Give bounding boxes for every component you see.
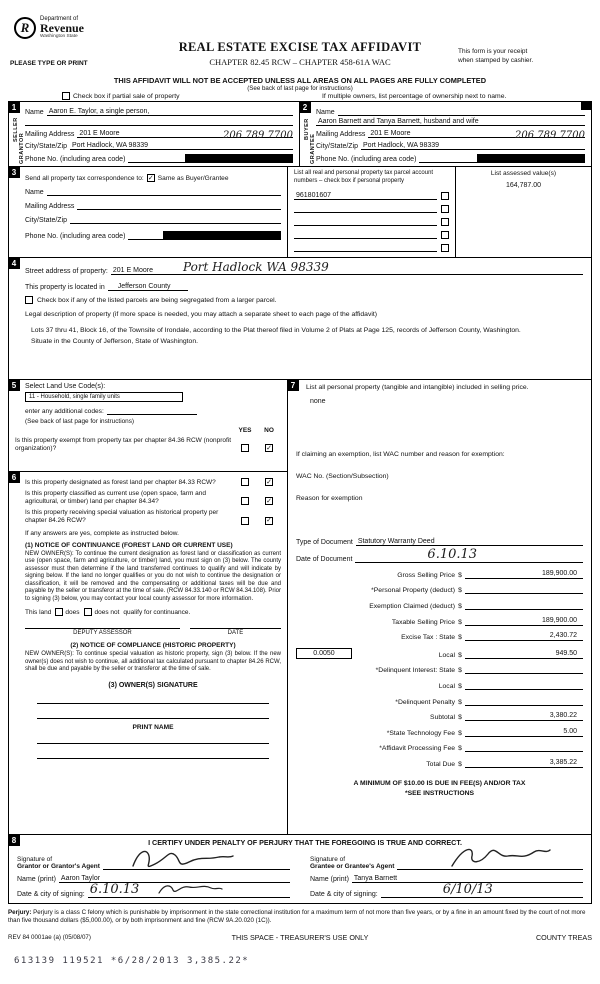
grantee-name-field[interactable]: Tanya Barnett [352,874,583,883]
seller-vertical-label: SELLER [13,117,19,142]
personal-property-label: List all personal property (tangible and intangible) included in selling price. [306,384,529,391]
s5-see-back-note: (See back of last page for instructions) [25,418,135,425]
owners-signature-title: (3) OWNER(S) SIGNATURE [108,681,198,689]
deputy-date-label: DATE [227,630,244,636]
deputy-assessor-label: DEPUTY ASSESSOR [73,630,132,636]
current-use-yes-checkbox[interactable] [241,497,249,505]
s3-mailing-field[interactable] [77,201,281,210]
doc-date-field[interactable] [355,547,583,563]
historic-yes-checkbox[interactable] [241,517,249,525]
minimum-fee-note: A MINIMUM OF $10.00 IS DUE IN FEE(S) AND/OR TAX [353,779,526,787]
buyer-mailing-label: Mailing Address [316,131,366,138]
s3-csz-field[interactable] [70,215,281,224]
parcel-field-1[interactable]: 961801607 [294,191,437,200]
grantee-signature-label1: Signature of [310,856,346,863]
grantor-signing-block [17,850,304,898]
buyer-name-field[interactable] [338,107,585,116]
partial-sale-checkbox[interactable] [62,92,70,100]
grantee-name-label: Name (print) [310,876,349,883]
please-type-note: PLEASE TYPE OR PRINT [10,60,88,67]
grantee-date-field[interactable] [381,882,583,898]
see-instructions-note: *SEE INSTRUCTIONS [404,789,475,797]
seller-buyer-section [8,101,592,167]
corner-redaction-box [581,101,592,110]
s3-name-field[interactable] [47,187,281,196]
exempt-no-checkbox[interactable]: ✓ [266,444,272,452]
seller-csz-field[interactable]: Port Hadlock, WA 98339 [70,141,293,150]
assessed-header: List assessed value(s) [490,170,557,177]
parcel-numbers-block [288,167,456,257]
exemption-label: If claiming an exemption, list WAC number and reason for exemption: [296,451,505,459]
cashier-stamp: 613139 119521 *6/28/2013 3,385.22* [14,956,250,966]
forest-yes-checkbox[interactable] [241,478,249,486]
subtotal-value[interactable]: 3,380.22 [465,712,583,721]
parcel-row [294,200,449,213]
s3-phone-label: Phone No. (including area code) [25,233,126,240]
land-use-title: Select Land Use Code(s): [25,383,106,390]
grantor-name-label: Name (print) [17,876,56,883]
property-location-section [8,257,592,380]
delinquent-interest-local-value[interactable] [465,681,583,690]
same-as-buyer-checkbox[interactable]: ✓ [147,174,154,182]
buyer-phone-label: Phone No. (including area code) [316,156,417,163]
send-correspondence-label: Send all property tax correspondence to: [25,175,144,182]
current-use-no-checkbox[interactable]: ✓ [266,497,272,505]
grantor-name-field[interactable]: Aaron Taylor [59,874,290,883]
forest-land-question: Is this property designated as forest land per chapter 84.33 RCW? [25,478,216,486]
deputy-date-line[interactable] [190,628,281,629]
street-address-field[interactable]: 201 E Moore Port Hadlock WA 98339 [111,260,583,275]
revenue-logo-icon: R [14,17,36,39]
form-chapter: CHAPTER 82.45 RCW – CHAPTER 458-61A WAC [209,57,391,67]
section-2-number: 2 [299,101,311,113]
notice-compliance-body: NEW OWNER(S): To continue special valuation as historic property, sign (3) below. If the new owner(s) does not wish to continue, all additional tax calculated pursuant to chapter 84.26 RCW, shall be due and payable by the seller or transferor at the time of sale. [25,651,281,672]
finance-row: Total Due $ 3,385.22 [296,759,583,768]
qualify-label: qualify for continuance. [123,608,191,616]
s3-phone-redaction [163,231,281,240]
finance-row: Gross Selling Price $ 189,900.00 [296,570,583,579]
logo-dept-text: Department of [40,16,79,22]
parcel-personal-checkbox-2[interactable] [441,205,449,213]
does-not-label: does not [94,608,120,616]
assessed-value-1[interactable]: 164,787.00 [505,182,542,189]
seller-name2-field[interactable] [25,117,293,126]
segregated-checkbox[interactable] [25,296,33,304]
print-name-line-2[interactable] [37,758,269,759]
notice-continuance-title: (1) NOTICE OF CONTINUANCE (FOREST LAND OR CURRENT USE) [25,541,233,549]
finance-row: Taxable Selling Price $ 189,900.00 [296,617,583,626]
finance-row: *Delinquent Penalty $ [296,697,583,706]
grantor-date-field[interactable] [88,881,290,898]
historic-question: Is this property receiving special valuation as historical property per chapter 84.26 RCW? [25,509,219,525]
section-3-number: 3 [8,166,20,178]
state-technology-fee-value[interactable]: 5.00 [465,728,583,737]
seller-phone-field[interactable] [128,154,185,163]
personal-property-block [288,380,591,834]
deputy-assessor-signature-line[interactable] [25,628,180,629]
exempt-yes-checkbox[interactable] [241,444,249,452]
owner-signature-line-2[interactable] [37,718,269,719]
if-yes-note: If any answers are yes, complete as instructed below. [25,529,179,537]
seller-grantor-block [9,102,300,166]
same-as-buyer-label: Same as Buyer/Grantee [157,175,229,182]
does-checkbox[interactable] [55,608,63,616]
parcel-personal-checkbox-1[interactable] [441,192,449,200]
land-use-and-tax-section [8,379,592,835]
parcel-row [294,239,449,252]
owner-signature-line-1[interactable] [37,703,269,704]
section-4-number: 4 [8,257,20,269]
seller-mailing-label: Mailing Address [25,131,75,138]
finance-row: *Affidavit Processing Fee $ [296,743,583,752]
grantee-signing-block [304,850,583,898]
wac-label: WAC No. (Section/Subsection) [296,473,389,481]
parcel-personal-checkbox-3[interactable] [441,218,449,226]
historic-no-checkbox[interactable]: ✓ [266,517,272,524]
doc-date-label: Date of Document [296,556,353,564]
parcel-row [294,213,449,226]
doc-date-handwritten: 6.10.13 [427,547,478,563]
parcel-row [294,187,449,200]
perjury-note: Perjury: Perjury is a class C felony which is punishable by imprisonment in the state correctional institution for a maximum term of not more than five years, or by a fine in an amount fixed by the court of not more than five thousand dollars ($5,000.00), or by both imprisonment and fine (RCW 9A.20.020 (1C)). [8,909,586,925]
s3-phone-field[interactable] [128,231,163,240]
taxable-selling-price-value[interactable]: 189,900.00 [465,617,583,626]
partial-sale-label: Check box if partial sale of property [73,93,180,100]
excise-tax-state-value[interactable]: 2,430.72 [465,632,583,641]
seller-mailing-field[interactable]: 201 E Moore [77,129,293,138]
total-due-value[interactable]: 3,385.22 [465,759,583,768]
assessed-value-4[interactable] [462,218,585,231]
form-warning: THIS AFFIDAVIT WILL NOT BE ACCEPTED UNLESS ALL AREAS ON ALL PAGES ARE FULLY COMPLETED [113,76,487,85]
s3-csz-label: City/State/Zip [25,217,68,224]
partial-sale-row [62,92,180,100]
additional-codes-field[interactable] [107,406,197,415]
buyer-csz-label: City/State/Zip [316,143,359,150]
no-column-header: NO [264,427,274,434]
finance-row: Subtotal $ 3,380.22 [296,712,583,721]
yes-column-header: YES [238,427,252,434]
logo-state-text: Washington State [40,34,78,39]
reason-label: Reason for exemption [296,495,363,503]
street-address-label: Street address of property: [25,268,108,275]
buyer-mailing-field[interactable]: 201 E Moore [368,129,585,138]
gross-selling-price-value[interactable]: 189,900.00 [465,570,583,579]
buyer-phone-redaction [477,154,585,163]
buyer-phone-handwritten: 206 789 7700 [515,130,585,141]
legal-description-label: Legal description of property (if more space is needed, you may attach a separate sheet to each page of the affidavit) [25,311,378,318]
finance-row: *State Technology Fee $ 5.00 [296,728,583,737]
personal-property-deduct-value[interactable] [465,585,583,594]
receipt-note: This form is your receipt when stamped by cashier. [458,48,534,64]
excise-tax-local-value[interactable]: 949.50 [465,650,583,659]
s3-name-label: Name [25,189,44,196]
seller-name-field[interactable]: Aaron E. Taylor, a single person, [47,107,293,116]
buyer-csz-field[interactable]: Port Hadlock, WA 98339 [361,141,585,150]
county-treasurer-label: COUNTY TREAS [535,933,592,942]
segregated-label: Check box if any of the listed parcels are being segregated from a larger parcel. [37,297,277,304]
finance-row: Local $ [296,681,583,690]
tax-correspondence-section [8,166,592,258]
parcel-row [294,226,449,239]
local-rate-box[interactable]: 0.0050 [296,648,352,659]
parcel-personal-checkbox-5[interactable] [441,244,449,252]
exempt-question: Is this property exempt from property tax per chapter 84.36 RCW (nonprofit organization)? [15,437,232,453]
section-7-number: 7 [287,379,299,391]
county-field[interactable]: Jefferson County [108,283,188,291]
logo-name-text: Revenue [40,21,84,35]
assessed-value-5[interactable] [462,231,585,244]
finance-row: Exemption Claimed (deduct) $ [296,601,583,610]
forest-no-checkbox[interactable]: ✓ [266,478,272,486]
assessed-value-3[interactable] [462,205,585,218]
land-use-block [9,380,287,472]
street-address-handwritten: Port Hadlock WA 98339 [182,260,329,274]
grantee-date-label: Date & city of signing: [310,891,378,898]
seller-csz-label: City/State/Zip [25,143,68,150]
section-5-number: 5 [8,379,20,391]
grantee-signature-label2: Grantee or Grantee's Agent [310,863,395,870]
forest-land-block [9,472,287,834]
does-not-checkbox[interactable] [84,608,92,616]
notice-continuance-body: NEW OWNER(S): To continue the current designation as forest land or classification as current use (open space, farm and agriculture, or timber) land, you must sign on (3) below. The county assessor must then determine if the land transferred continues to qualify and will indicate by signing below. If the land no longer qualifies or you do not wish to continue the designation or classification, it will be removed and the compensating or additional taxes will be due and payable by the seller or transferor at the time of sale. (RCW 84.33.140 or RCW 84.34.108). Prior to signing (3) below, you may contact your local county assessor for more information. [25,550,281,602]
correspondence-block [9,167,288,257]
does-label: does [65,608,80,616]
grantee-signature [444,844,554,870]
see-back-note: (See back of last page for instructions) [247,85,353,92]
finance-row: Excise Tax : State $ 2,430.72 [296,632,583,641]
certify-statement: I CERTIFY UNDER PENALTY OF PERJURY THAT THE FOREGOING IS TRUE AND CORRECT. [148,838,462,847]
land-use-code-field[interactable]: 11 - Household, single family units [25,392,183,402]
seller-phone-handwritten: 206 789 7700 [223,130,293,141]
buyer-grantee-block [300,102,591,166]
assessed-value-2[interactable] [462,192,585,205]
grantor-signature-label2: Grantor or Grantor's Agent [17,863,100,870]
buyer-name-label: Name [316,109,335,116]
grantor-vertical-label: GRANTOR [19,132,25,164]
parcel-field-3[interactable] [294,217,437,226]
legal-description-text: Lots 37 thru 41, Block 16, of the Townsite of Irondale, according to the Plat thereof filed in Volume 2 of Plats at Page 125, records of Jefferson County, Washington. [31,327,521,334]
grantor-signature-label1: Signature of [17,856,53,863]
notice-compliance-title: (2) NOTICE OF COMPLIANCE (HISTORIC PROPERTY) [70,642,236,649]
located-in-label: This property is located in [25,284,105,291]
finance-row: 0.0050 Local $ 949.50 [296,648,583,659]
finance-row: *Delinquent Interest: State $ [296,665,583,674]
buyer-phone-field[interactable] [419,154,477,163]
additional-codes-label: enter any additional codes: [25,408,104,415]
delinquent-interest-state-value[interactable] [465,665,583,674]
parcel-field-2[interactable] [294,204,437,213]
legal-description-text2: Situate in the County of Jefferson, State of Washington. [31,338,199,346]
parcel-personal-checkbox-4[interactable] [441,231,449,239]
grantee-date-handwritten: 6/10/13 [442,882,493,897]
grantor-date-handwritten: 6.10.13 [89,882,140,897]
left-column [9,380,288,834]
assessed-values-block [456,167,591,257]
multiple-owners-note: If multiple owners, list percentage of ownership next to name. [322,93,507,100]
seller-phone-label: Phone No. (including area code) [25,156,126,163]
revenue-logo [14,16,84,39]
section-6-number: 6 [8,471,20,483]
grantor-signature [127,846,237,872]
doc-type-field[interactable]: Statutory Warranty Deed [356,537,583,546]
certification-section [8,834,592,904]
print-name-line-1[interactable] [37,743,269,744]
finance-row: *Personal Property (deduct) $ [296,585,583,594]
section-1-number: 1 [8,101,20,113]
grantor-date-label: Date & city of signing: [17,891,85,898]
grantor-city-scrawl [155,881,225,897]
rev-number: REV 84 0001ae (a) (05/08/07) [8,934,91,941]
s3-mailing-label: Mailing Address [25,203,75,210]
parcel-header: List all real and personal property tax parcel account numbers – check box if personal property [294,170,434,184]
this-land-label: This land [25,608,52,616]
grantee-vertical-label: GRANTEE [310,133,316,164]
delinquent-penalty-value[interactable] [465,697,583,706]
affidavit-processing-fee-value[interactable] [465,743,583,752]
exemption-claimed-value[interactable] [465,601,583,610]
treasurer-use-label: THIS SPACE - TREASURER'S USE ONLY [231,933,369,942]
parcel-field-5[interactable] [294,243,437,252]
seller-name-label: Name [25,109,44,116]
parcel-field-4[interactable] [294,230,437,239]
seller-phone-redaction [185,154,293,163]
doc-type-label: Type of Document [296,539,353,547]
personal-property-value[interactable]: none [310,398,326,406]
current-use-question: Is this property classified as current use (open space, farm and agricultural, or timber) land per chapter 84.34? [25,490,207,506]
buyer-name2-field[interactable]: Aaron Barnett and Tanya Barnett, husband and wife [316,117,585,126]
footer-row [8,933,592,942]
section-8-number: 8 [8,834,20,846]
form-title: REAL ESTATE EXCISE TAX AFFIDAVIT [178,40,422,54]
print-name-label: PRINT NAME [132,723,174,731]
buyer-vertical-label: BUYER [304,118,310,140]
